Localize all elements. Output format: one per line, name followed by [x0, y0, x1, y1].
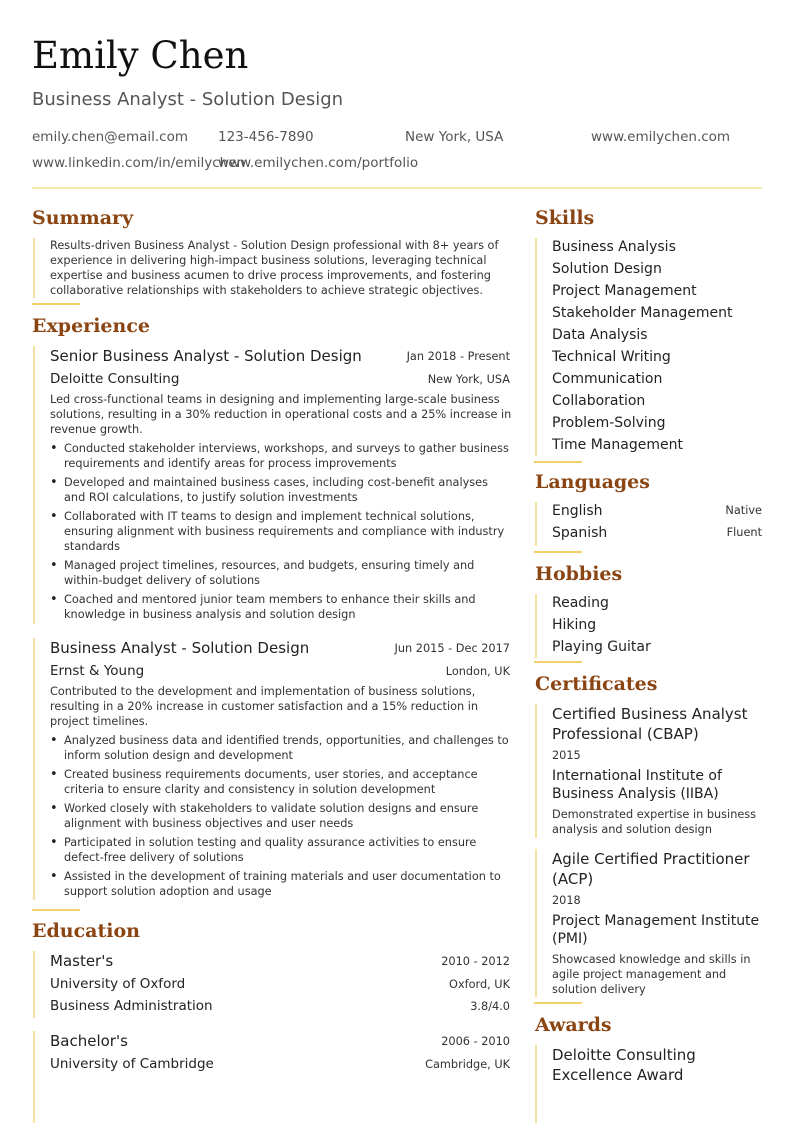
- education-title: Education: [32, 920, 140, 942]
- language-level: Native: [725, 504, 762, 517]
- skill-item: Time Management: [552, 437, 683, 453]
- certificate-bar: [535, 849, 537, 997]
- certificate-year: 2018: [552, 894, 581, 907]
- job-bullet: • Conducted stakeholder interviews, workshops, and surveys to gather business requirements and identify areas for process improvements: [50, 441, 512, 471]
- contact-linkedin[interactable]: www.linkedin.com/in/emilychen: [32, 155, 246, 171]
- candidate-name: Emily Chen: [32, 34, 249, 77]
- job-company: Deloitte Consulting: [50, 371, 180, 387]
- education-field: Business Administration: [50, 998, 213, 1014]
- job-description: Contributed to the development and implementation of business solutions, resulting in a 20% increase in customer satisfaction and a 15% reduction in project timelines.: [50, 685, 479, 728]
- job-bullet: • Analyzed business data and identified trends, opportunities, and challenges to inform solution design and development: [50, 733, 512, 763]
- education-location: Oxford, UK: [449, 978, 510, 991]
- certificate-name: Agile Certified Practitioner (ACP): [552, 850, 750, 888]
- hobby-item: Playing Guitar: [552, 639, 651, 655]
- award-name: Deloitte Consulting Excellence Award: [552, 1046, 696, 1084]
- job-dates: Jun 2015 - Dec 2017: [394, 642, 510, 655]
- contact-email[interactable]: emily.chen@email.com: [32, 129, 189, 145]
- job-title: Business Analyst - Solution Design: [50, 639, 310, 657]
- contact-location: New York, USA: [405, 129, 504, 145]
- certificate-desc: Demonstrated expertise in business analysis and solution design: [552, 808, 757, 836]
- job-bullet: • Created business requirements documents, user stories, and acceptance criteria to ensure clarity and consistency in solution development: [50, 767, 512, 797]
- job-title: Senior Business Analyst - Solution Design: [50, 347, 362, 365]
- language-row: [552, 500, 762, 522]
- job-bullets: [50, 441, 512, 626]
- language-name: Spanish: [552, 525, 608, 541]
- job-location: London, UK: [445, 665, 510, 678]
- skills-list: [552, 236, 732, 456]
- certificate-year: 2015: [552, 749, 581, 762]
- languages-bar: [535, 502, 537, 546]
- awards-title: Awards: [535, 1014, 612, 1036]
- experience-underline: [32, 909, 80, 911]
- skills-title: Skills: [535, 207, 595, 229]
- skill-item: Project Management: [552, 283, 697, 299]
- hobbies-list: [552, 592, 651, 658]
- contact-phone[interactable]: 123-456-7890: [218, 129, 314, 145]
- skill-item: Problem-Solving: [552, 415, 666, 431]
- skill-item: Business Analysis: [552, 239, 676, 255]
- skill-item: Data Analysis: [552, 327, 648, 343]
- certificate-desc: Showcased knowledge and skills in agile project management and solution delivery: [552, 953, 751, 996]
- job-location: New York, USA: [427, 373, 510, 386]
- skill-item: Communication: [552, 371, 663, 387]
- skills-bar: [535, 238, 537, 456]
- job-dates: Jan 2018 - Present: [406, 350, 510, 363]
- education-school: University of Oxford: [50, 976, 186, 992]
- skill-item: Stakeholder Management: [552, 305, 733, 321]
- education-degree: Master's: [50, 952, 114, 970]
- job-bar: [33, 638, 35, 900]
- hobby-item: Hiking: [552, 617, 597, 633]
- header-divider: [32, 187, 762, 189]
- certificates-underline: [534, 1002, 582, 1004]
- contact-portfolio[interactable]: www.emilychen.com/portfolio: [218, 155, 419, 171]
- hobbies-underline: [534, 661, 582, 663]
- language-name: English: [552, 503, 603, 519]
- summary-underline: [32, 303, 80, 305]
- certificate-name: Certified Business Analyst Professional (CBAP): [552, 705, 748, 743]
- skill-item: Solution Design: [552, 261, 662, 277]
- awards-bar: [535, 1045, 537, 1123]
- summary-bar: [33, 238, 35, 298]
- skills-underline: [534, 461, 582, 463]
- education-bar: [33, 1031, 35, 1123]
- hobby-item: Reading: [552, 595, 609, 611]
- certificate-bar: [535, 704, 537, 838]
- job-bullet: • Participated in solution testing and quality assurance activities to ensure defect-free delivery of solutions: [50, 835, 512, 865]
- education-degree: Bachelor's: [50, 1032, 128, 1050]
- certificates-title: Certificates: [535, 673, 658, 695]
- job-bullets: [50, 733, 512, 903]
- skill-item: Technical Writing: [552, 349, 671, 365]
- job-bullet: • Developed and maintained business cases, including cost-benefit analyses and ROI calculations, to justify solution investments: [50, 475, 512, 505]
- candidate-role: Business Analyst - Solution Design: [32, 89, 344, 110]
- skill-item: Collaboration: [552, 393, 646, 409]
- job-bar: [33, 346, 35, 624]
- job-bullet: • Coached and mentored junior team members to enhance their skills and knowledge in business analysis and solution design: [50, 592, 512, 622]
- languages-underline: [534, 551, 582, 553]
- summary-title: Summary: [32, 207, 134, 229]
- education-gpa: 3.8/4.0: [470, 1000, 510, 1013]
- education-location: Cambridge, UK: [425, 1058, 510, 1071]
- hobbies-bar: [535, 594, 537, 658]
- job-bullet: • Managed project timelines, resources, and budgets, ensuring timely and within-budget delivery of solutions: [50, 558, 512, 588]
- education-bar: [33, 951, 35, 1018]
- language-level: Fluent: [726, 526, 762, 539]
- job-bullet: • Worked closely with stakeholders to validate solution designs and ensure alignment with business objectives and user needs: [50, 801, 512, 831]
- job-company: Ernst & Young: [50, 663, 145, 679]
- job-bullet: • Assisted in the development of training materials and user documentation to support solution adoption and usage: [50, 869, 512, 899]
- contact-website[interactable]: www.emilychen.com: [591, 129, 731, 145]
- job-description: Led cross-functional teams in designing and implementing large-scale business solutions, resulting in a 30% reduction in operational costs and a 25% increase in revenue growth.: [50, 393, 512, 436]
- certificate-org: International Institute of Business Analysis (IIBA): [552, 768, 722, 802]
- summary-text: Results-driven Business Analyst - Solution Design professional with 8+ years of experience in delivering high-impact business solutions, leveraging technical expertise and business acumen to drive process improvements, and fostering collaborative relationships with stakeholders to achieve strategic objectives.: [50, 239, 499, 297]
- language-row: [552, 522, 762, 544]
- education-dates: 2010 - 2012: [441, 955, 510, 968]
- hobbies-title: Hobbies: [535, 563, 623, 585]
- languages-title: Languages: [535, 471, 650, 493]
- job-bullet: • Collaborated with IT teams to design and implement technical solutions, ensuring alignment with business requirements and compliance with industry standards: [50, 509, 512, 554]
- certificate-org: Project Management Institute (PMI): [552, 913, 760, 947]
- experience-title: Experience: [32, 315, 150, 337]
- education-dates: 2006 - 2010: [441, 1035, 510, 1048]
- education-school: University of Cambridge: [50, 1056, 214, 1072]
